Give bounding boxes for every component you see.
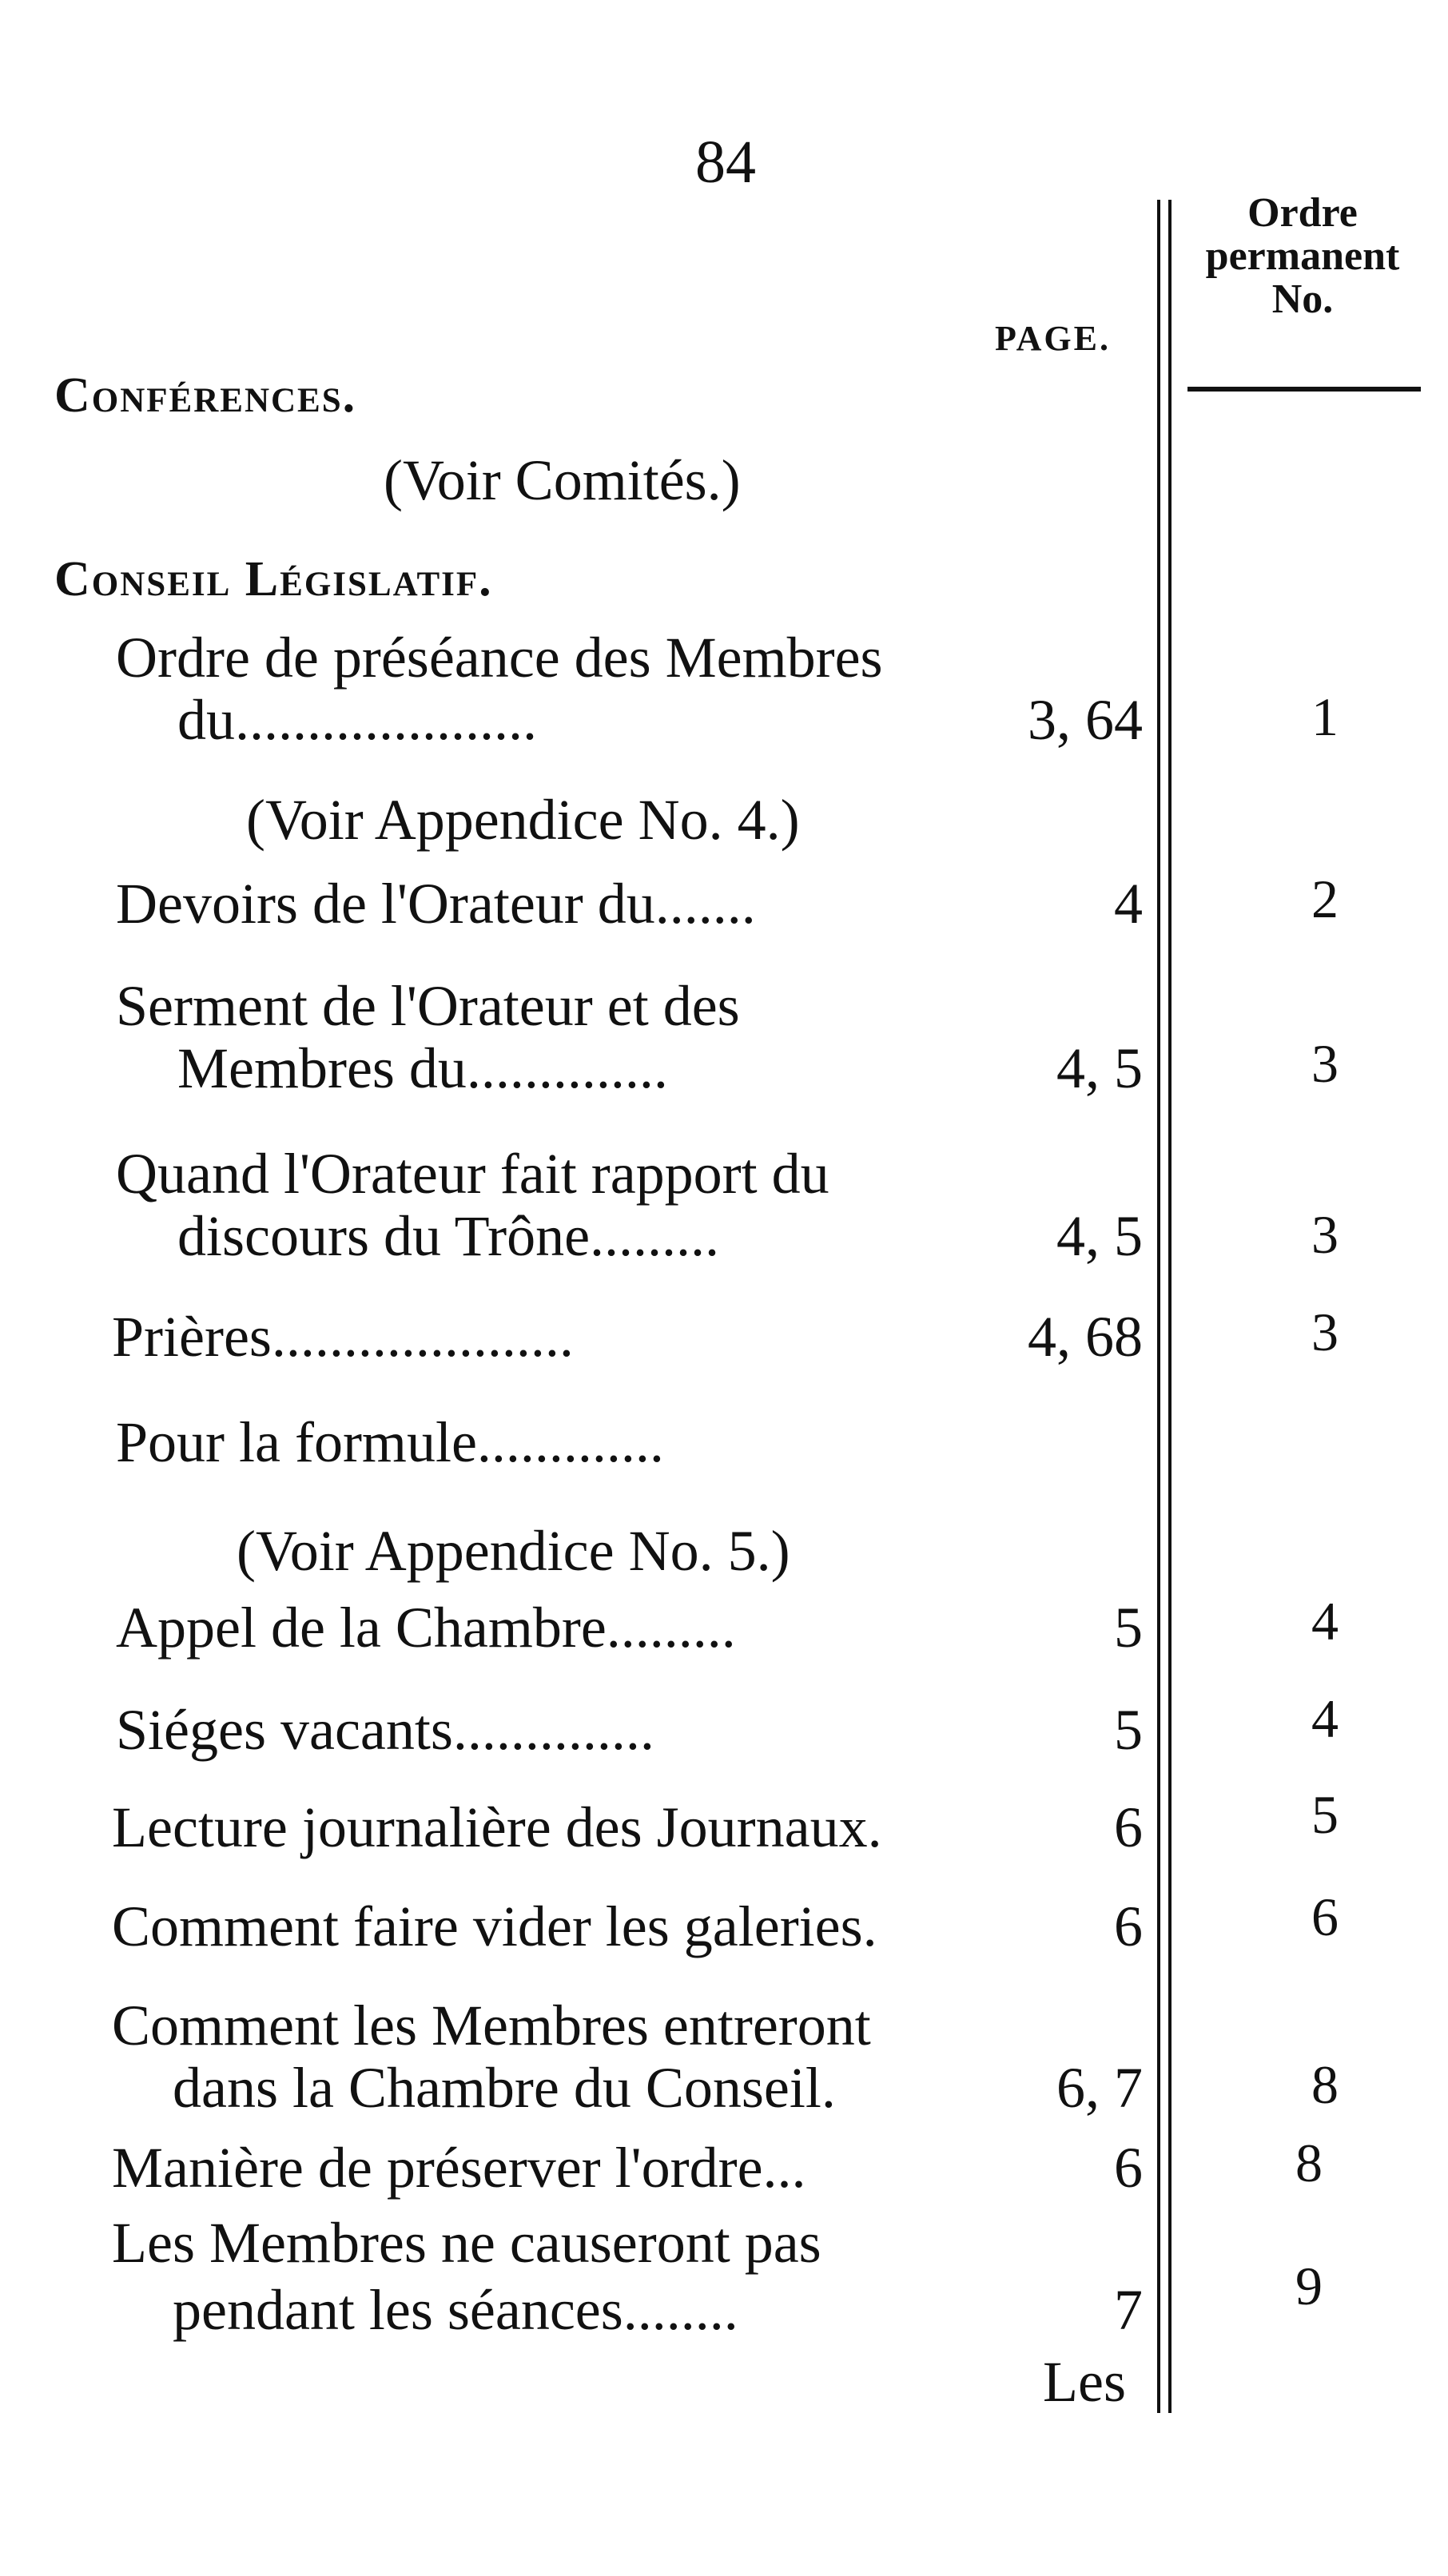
- entry-page: 4, 5: [1056, 1204, 1143, 1268]
- entry-line: Prières.....................: [112, 1305, 574, 1369]
- column-rule-left: [1157, 200, 1160, 2413]
- entry-ordre: 3: [1311, 1204, 1339, 1265]
- entry-line: Lecture journalière des Journaux.: [112, 1795, 882, 1859]
- entry-line: Serment de l'Orateur et des: [116, 974, 740, 1038]
- entry-ordre: 8: [1311, 2054, 1339, 2115]
- entry-page: 7: [1114, 2278, 1143, 2342]
- entry-page: 4: [1114, 872, 1143, 936]
- entry-page: 4, 68: [1028, 1305, 1143, 1369]
- entry-line: Quand l'Orateur fait rapport du: [116, 1142, 829, 1206]
- ordre-header-line3: No.: [1271, 276, 1334, 322]
- entry-continuation: du.....................: [177, 688, 537, 752]
- entry-line: Devoirs de l'Orateur du.......: [116, 872, 756, 936]
- entry-page: 3, 64: [1028, 688, 1143, 752]
- entry-page: 6, 7: [1056, 2056, 1143, 2120]
- entry-ordre: 3: [1311, 1302, 1339, 1362]
- entry-line: Pour la formule.............: [116, 1410, 664, 1474]
- entry-line: Comment faire vider les galeries.: [112, 1894, 877, 1958]
- entry-line: Appel de la Chambre.........: [116, 1596, 736, 1660]
- entry-page: 5: [1114, 1698, 1143, 1762]
- see-reference: (Voir Comités.): [384, 448, 741, 512]
- ordre-column-header: [1167, 192, 1438, 321]
- appendix-note: (Voir Appendice No. 4.): [246, 788, 800, 852]
- header-underline: [1187, 387, 1421, 392]
- entry-line: Comment les Membres entreront: [112, 1994, 871, 2057]
- column-rule-right: [1168, 200, 1172, 2413]
- appendix-note: (Voir Appendice No. 5.): [237, 1519, 790, 1583]
- ordre-header-line2: permanent: [1205, 233, 1400, 279]
- section-title-conseil: Conseil Législatif.: [54, 552, 493, 606]
- entry-line: Siéges vacants..............: [116, 1698, 654, 1762]
- entry-continuation: discours du Trône.........: [177, 1204, 720, 1268]
- page-column-header: PAGE.: [995, 319, 1111, 358]
- entry-line: Ordre de préséance des Membres: [116, 626, 883, 690]
- entry-page: 6: [1114, 1795, 1143, 1859]
- entry-ordre: 6: [1311, 1886, 1339, 1947]
- entry-ordre: 4: [1311, 1591, 1339, 1652]
- catchword: Les: [1043, 2350, 1126, 2414]
- entry-ordre: 1: [1311, 686, 1339, 747]
- page-number: 84: [695, 129, 756, 196]
- entry-continuation: Membres du..............: [177, 1036, 668, 1100]
- entry-line: Les Membres ne causeront pas: [112, 2211, 821, 2275]
- entry-ordre: 5: [1311, 1784, 1339, 1845]
- ordre-header-line1: Ordre: [1247, 190, 1358, 236]
- entry-ordre: 3: [1311, 1033, 1339, 1094]
- entry-page: 6: [1114, 2136, 1143, 2200]
- entry-page: 5: [1114, 1596, 1143, 1660]
- entry-continuation: pendant les séances........: [173, 2278, 738, 2342]
- entry-page: 6: [1114, 1894, 1143, 1958]
- entry-page: 4, 5: [1056, 1036, 1143, 1100]
- entry-ordre: 9: [1295, 2256, 1323, 2316]
- entry-continuation: dans la Chambre du Conseil.: [173, 2056, 836, 2120]
- section-title-conferences: Conférences.: [54, 368, 357, 423]
- entry-ordre: 4: [1311, 1688, 1339, 1749]
- entry-line: Manière de préserver l'ordre...: [112, 2136, 806, 2200]
- entry-ordre: 8: [1295, 2133, 1323, 2193]
- entry-ordre: 2: [1311, 869, 1339, 929]
